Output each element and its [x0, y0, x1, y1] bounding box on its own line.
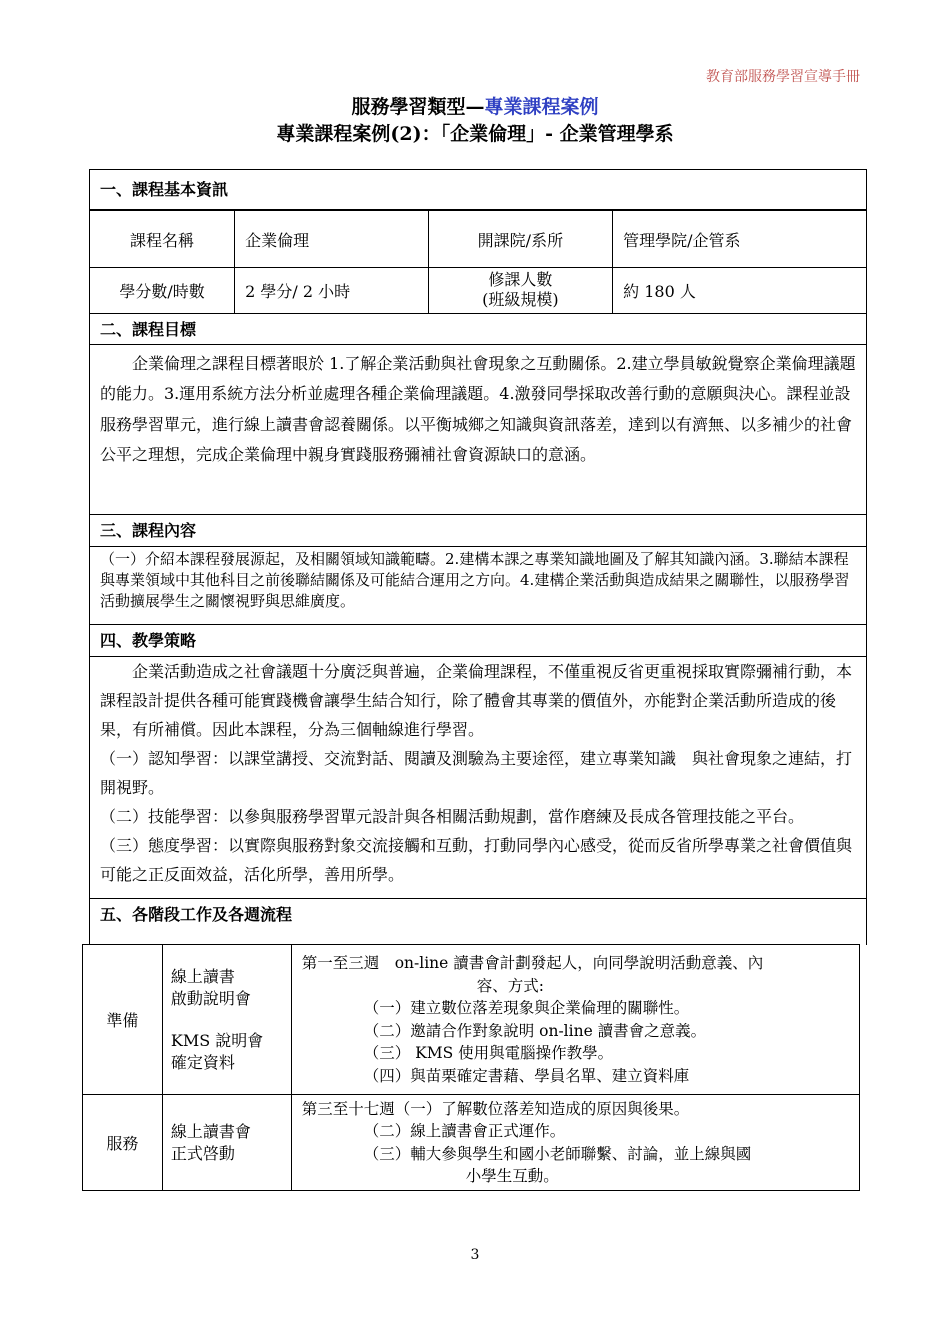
course-info-box: [89, 169, 867, 945]
enroll-label: [428, 268, 613, 313]
stage-activity-line: 線上讀書會: [170, 1121, 251, 1141]
page-number: 3: [470, 1247, 480, 1263]
enroll-value: 約 180 人: [613, 268, 866, 313]
stage-activity-line: 正式啓動: [170, 1143, 235, 1163]
section-basic-info-heading: 一、課程基本資訊: [90, 170, 866, 210]
stage-activity: [162, 945, 291, 1095]
section-stages-heading: 五、各階段工作及各週流程: [100, 904, 293, 924]
section-strategy-text: [90, 657, 866, 899]
stage-detail-line: （一）建立數位落差現象與企業倫理的關聯性。: [363, 999, 690, 1017]
section-goals-heading: 二、課程目標: [90, 313, 866, 345]
stage-detail-line: 第一至三週 on-line 讀書會計劃發起人，向同學說明活動意義、內: [301, 954, 764, 972]
dept-label: 開課院/系所: [428, 211, 613, 268]
course-info-table: [90, 210, 866, 313]
stage-detail-line: 第三至十七週（一）了解數位落差知造成的原因與後果。: [301, 1099, 690, 1118]
section-strategy-heading: 四、教學策略: [90, 625, 866, 657]
credit-value: 2 學分/ 2 小時: [235, 268, 429, 313]
stage-phase: 服務: [83, 1095, 163, 1191]
section-goals-text: 企業倫理之課程目標著眼於 1.了解企業活動與社會現象之互動關係。2.建立學員敏銳覺察企業倫理議題的能力。3.運用系統方法分析並處理各種企業倫理議題。4.激發同學採取改善行動的意願與決心。課程並設服務學習單元，進行線上讀書會認養關係。以平衡城鄉之知識與資訊落差，達到以有濟無、以多補少的社會公平之理想，完成企業倫理中親身實踐服務彌補社會資源缺口的意涵。: [90, 345, 866, 515]
section-content-text: （一）介紹本課程發展源起，及相關領域知識範疇。2.建構本課之專業知識地圖及了解其知識內涵。3.聯結本課程與專業領域中其他科目之前後聯結關係及可能結合運用之方向。4.建構企業活動與造成結果之關聯性，以服務學習活動擴展學生之關懷視野與思維廣度。: [90, 547, 866, 625]
section-content-heading: 三、課程內容: [90, 515, 866, 547]
stage-detail: [291, 1095, 859, 1191]
stage-table: [82, 944, 860, 1191]
strategy-item-skill: （二）技能學習：以參與服務學習單元設計與各相關活動規劃，當作磨練及長成各管理技能之平台。: [100, 806, 805, 826]
stage-detail-line: （二）線上讀書會正式運作。: [363, 1122, 566, 1140]
stage-detail-line: （二）邀請合作對象說明 on-line 讀書會之意義。: [363, 1021, 707, 1040]
stage-row-service: [83, 1095, 860, 1191]
stage-activity-line: 確定資料: [170, 1052, 235, 1072]
course-name-label: 課程名稱: [90, 211, 235, 268]
page-title-case: 專業課程案例(2)：「企業倫理」- 企業管理學系: [276, 123, 674, 145]
manual-header: 教育部服務學習宣導手冊: [706, 69, 860, 85]
stage-activity-line: 線上讀書: [170, 966, 235, 986]
course-name-value: 企業倫理: [235, 211, 429, 268]
stage-row-prepare: [83, 945, 860, 1095]
title-prefix: 服務學習類型—: [351, 96, 485, 118]
stage-detail: [291, 945, 859, 1095]
stage-detail-line: （三） KMS 使用與電腦操作教學。: [363, 1044, 614, 1062]
stage-detail-line: （三）輔大參與學生和國小老師聯繫、討論，並上線與國: [363, 1144, 752, 1163]
stage-detail-line: 小學生互動。: [465, 1167, 559, 1185]
title-highlight: 專業課程案例: [484, 96, 599, 118]
credit-label: 學分數/時數: [90, 268, 235, 313]
dept-value: 管理學院/企管系: [613, 211, 866, 268]
stage-detail-line: （四）與苗栗確定書藉、學員名單、建立資料庫: [363, 1066, 690, 1085]
strategy-intro: 企業活動造成之社會議題十分廣泛與普遍，企業倫理課程，不僅重視反省更重視採取實際彌補行動，本課程設計提供各種可能實踐機會讓學生結合知行，除了體會其專業的價值外，亦能對企業活動所造成的後果，有所補償。因此本課程，分為三個軸線進行學習。: [100, 661, 853, 739]
strategy-item-attitude: （三）態度學習：以實際與服務對象交流接觸和互動，打動同學內心感受，從而反省所學專業之社會價值與可能之正反面效益，活化所學，善用所學。: [100, 835, 853, 884]
stage-detail-line: 容、方式:: [476, 976, 544, 995]
stage-activity: [162, 1095, 291, 1191]
stage-activity-line: KMS 說明會: [170, 1030, 264, 1050]
strategy-item-cognitive: （一）認知學習：以課堂講授、交流對話、閱讀及測驗為主要途徑，建立專業知識 與社會現象之連結，打開視野。: [100, 748, 853, 797]
enroll-label-line2: (班級規模): [482, 290, 559, 310]
page-title-category: [0, 92, 950, 119]
stage-activity-line: 啟動說明會: [170, 988, 251, 1008]
stage-phase: 準備: [83, 945, 163, 1095]
enroll-label-line1: 修課人數: [488, 270, 553, 290]
